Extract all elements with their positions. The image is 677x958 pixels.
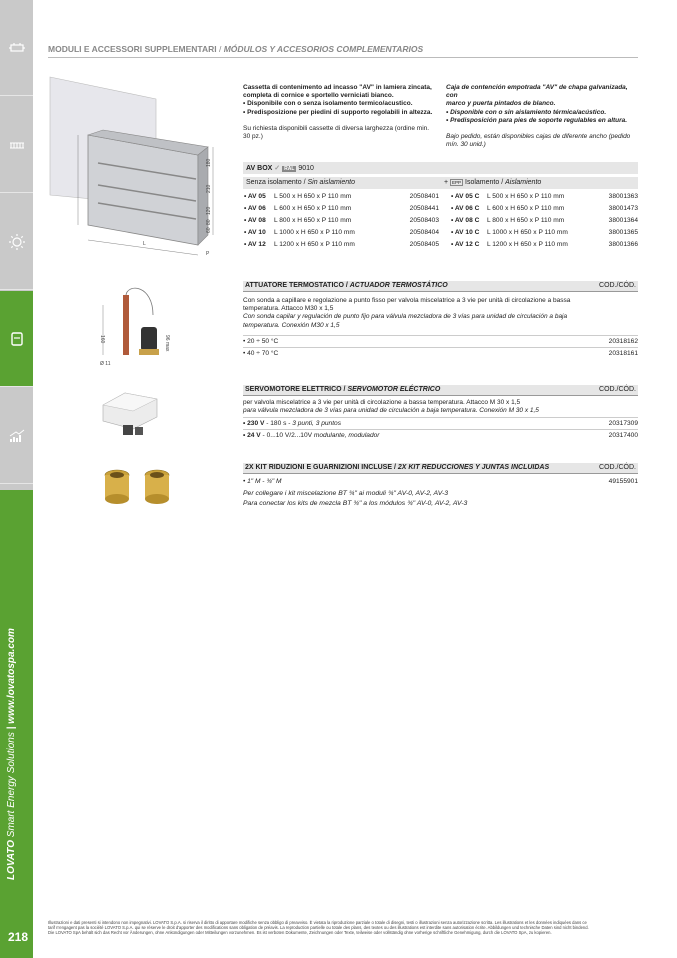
row-code-number: 38001364 <box>608 217 638 224</box>
table-row <box>244 193 439 200</box>
sidebar-tab-plug[interactable] <box>0 0 33 96</box>
legal-footer: Illustrazioni e dati presenti si intendono non impegnativi. LOVATO S.p.A. si riserva il diritto di apportare modifiche senza obbligo di preavviso. È vietata la riproduzione parziale o totale di disegni, testi o illustrazioni senza autorizzazione scritta. Les illustrations et les données indiquées dans ce tarif n'engagent pas la société LOVATO S.p.A. qui se réserve le droit d'apporter des modifications sans obligation de préavis. La reproduction partielle ou totale des plans, des textes ou des illustrations est interdite sans autorisation écrite. Abbildungen und technische Daten sind nicht bindend. Die LOVATO SpA behält sich das Recht vor Änderungen, ohne Ankündigungen oder Mitteilungen vorzunehmen. Es ist verboten Dokumente, Zeichnungen oder Texte, teilweise oder vollständig ohne vorherige schriftliche Genehmigung, durch die LOVATO SpA, zu kopieren. <box>48 920 589 935</box>
row-code-number: 20508404 <box>409 229 439 236</box>
row-code: • AV 05 C <box>451 193 480 200</box>
row-code: • AV 05 <box>244 193 266 200</box>
page-number: 218 <box>8 930 29 944</box>
insulation-icon: EPP <box>452 180 462 185</box>
dim-120: 120 <box>206 206 212 215</box>
row-code-number: 20508405 <box>409 241 439 248</box>
row-dimensions: L 600 x H 650 x P 110 mm <box>274 205 352 212</box>
list-item: • 24 V - 0...10 V/2...10V modulante, modulador 20317400 <box>243 432 638 439</box>
table-row <box>244 205 439 212</box>
reduction-kit-image <box>100 465 178 507</box>
dim-d11: Ø 11 <box>100 361 111 367</box>
list-item: • 40 ÷ 70 °C 20318161 <box>243 350 638 357</box>
row-dimensions: L 500 x H 650 x P 110 mm <box>487 193 565 200</box>
servomotor-image <box>95 385 170 440</box>
reduction-kit-description: Per collegare i kit miscelazione BT ¾" ai moduli ¾" AV-0, AV-2, AV-3 Para conectar los kits de mezcla BT ¾" a los módulos ¾" AV-0, AV-2, AV-3 <box>243 490 468 507</box>
table-row <box>451 205 646 212</box>
sidebar-tab-chart[interactable] <box>0 388 33 484</box>
row-code: • AV 08 C <box>451 217 480 224</box>
row-code-number: 20508403 <box>409 217 439 224</box>
paint-brush-icon: ✓ <box>274 165 281 172</box>
dim-80: 80 <box>206 219 212 225</box>
row-code: • AV 06 C <box>451 205 480 212</box>
sidebar-tab-radiator[interactable] <box>0 97 33 193</box>
av-box-description-es: Caja de contención empotrada "AV" de chapa galvanizada, con marco y puerta pintados de blanco. • Disponible con o sin aislamiento térmica/acústico. • Predisposición para pies de soporte regulables en altura. Bajo pedido, están disponibles cajas de diferente ancho (pedido mín. 30 unid.) <box>446 84 631 149</box>
chart-icon <box>8 427 26 445</box>
row-dimensions: L 600 x H 650 x P 110 mm <box>487 205 565 212</box>
table-row <box>451 217 646 224</box>
sidebar <box>0 0 33 958</box>
thermostatic-actuator-image <box>98 285 173 370</box>
servomotor-description: per valvola miscelatrice a 3 vie per unità di circolazione a bassa temperatura. Attacco M 30 x 1,5 para válvula mezcladora de 3 vías para unidad de circulación a baja temperatura. Conexión M 30 x 1,5 <box>243 399 539 415</box>
row-dimensions: L 1200 x H 650 x P 110 mm <box>274 241 355 248</box>
row-dimensions: L 1200 x H 650 x P 110 mm <box>487 241 568 248</box>
dim-96: 96 max <box>164 335 170 352</box>
plug-icon <box>8 39 26 57</box>
sun-icon <box>8 233 26 251</box>
row-code: • AV 10 C <box>451 229 480 236</box>
sidebar-tab-controller[interactable] <box>0 291 33 387</box>
row-code-number: 38001363 <box>608 193 638 200</box>
row-dimensions: L 1000 x H 650 x P 110 mm <box>487 229 568 236</box>
sidebar-tab-sun[interactable] <box>0 194 33 290</box>
dim-P: P <box>206 251 210 257</box>
row-code-number: 38001366 <box>608 241 638 248</box>
radiator-icon <box>8 136 26 154</box>
row-dimensions: L 800 x H 650 x P 110 mm <box>487 217 565 224</box>
list-item: • 1" M - ¾" M 49155901 <box>243 478 638 485</box>
table-row <box>451 229 646 236</box>
av-box-drawing <box>48 75 218 260</box>
dim-210: 210 <box>206 184 212 193</box>
page-title: MODULI E ACCESSORI SUPPLEMENTARI / MÓDULOS Y ACCESORIOS COMPLEMENTARIOS <box>48 44 638 58</box>
reduction-kit-title: 2X KIT RIDUZIONI E GUARNIZIONI INCLUSE / 2X KIT REDUCCIONES Y JUNTAS INCLUIDAS COD./CÓD. <box>243 463 638 474</box>
row-code: • AV 10 <box>244 229 266 236</box>
av-box-subheader: Senza isolamento / Sin aislamiento + EPP Isolamento / Aislamiento <box>243 177 638 189</box>
servomotor-title: SERVOMOTORE ELETTRICO / SERVOMOTOR ELÉCTRICO COD./CÓD. <box>243 385 638 396</box>
row-dimensions: L 500 x H 650 x P 110 mm <box>274 193 352 200</box>
av-box-title-bar: AV BOX ✓ RAL 9010 <box>243 162 638 174</box>
row-code-number: 38001365 <box>608 229 638 236</box>
row-code: • AV 12 C <box>451 241 480 248</box>
row-code: • AV 06 <box>244 205 266 212</box>
table-row <box>451 193 646 200</box>
table-row <box>244 241 439 248</box>
dim-180: 180 <box>206 158 212 167</box>
row-dimensions: L 800 x H 650 x P 110 mm <box>274 217 352 224</box>
row-code-number: 20508441 <box>409 205 439 212</box>
brand-vertical-text: LOVATO Smart Energy Solutions | www.lovatospa.com <box>6 628 17 880</box>
table-row <box>451 241 646 248</box>
row-code-number: 38001473 <box>608 205 638 212</box>
row-dimensions: L 1000 x H 650 x P 110 mm <box>274 229 355 236</box>
list-item: • 230 V - 180 s - 3 punti, 3 puntos 20317309 <box>243 420 638 427</box>
controller-icon <box>8 330 26 348</box>
thermostatic-actuator-title: ATTUATORE TERMOSTATICO / ACTUADOR TERMOSTÁTICO COD./CÓD. <box>243 281 638 292</box>
table-row <box>244 229 439 236</box>
thermostatic-actuator-description: Con sonda a capillare e regolazione a punto fisso per valvola miscelatrice a 3 vie per unità di circolazione a bassa temperatura. Attacco M30 x 1,5 Con sonda capilar y regulación de punto fijo para válvula mezcladora de 3 vías para unidad de circulación a baja temperatura. Conexión M30 x 1,5 <box>243 297 571 329</box>
dim-60: 60 <box>206 227 212 233</box>
dim-160: 160 <box>99 335 105 344</box>
table-row <box>244 217 439 224</box>
list-item: • 20 ÷ 50 °C 20318162 <box>243 338 638 345</box>
row-code: • AV 08 <box>244 217 266 224</box>
row-code: • AV 12 <box>244 241 266 248</box>
av-box-description-it: Cassetta di contenimento ad incasso "AV" in lamiera zincata, completa di cornice e sportello verniciati bianco. • Disponibile con o senza isolamento termico/acustico. • Predisposizione per piedini di supporto regolabili in altezza. Su richiesta disponibili cassette di diversa larghezza (ordine min. 30 pz.) <box>243 84 433 141</box>
dim-L: L <box>143 241 146 247</box>
ral-badge: RAL <box>284 166 295 172</box>
row-code-number: 20508401 <box>409 193 439 200</box>
